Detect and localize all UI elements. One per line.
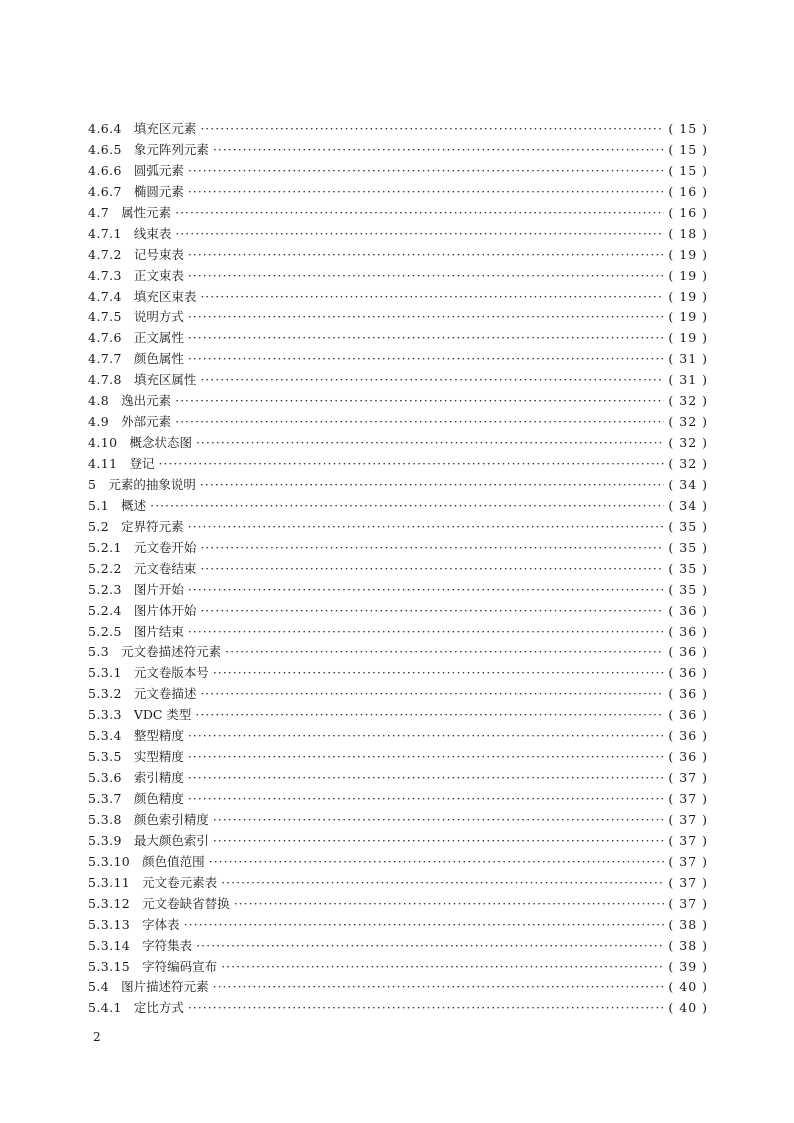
toc-entry — [88, 642, 708, 663]
toc-entry-number: 5.3.9 — [88, 832, 122, 848]
toc-leader-dots — [188, 998, 665, 1019]
toc-entry-page: ( 36 ) — [668, 749, 708, 765]
toc-entry-number: 4.7.8 — [88, 372, 122, 388]
toc-entry-number: 4.7.3 — [88, 267, 122, 283]
toc-leader-dots — [188, 768, 665, 789]
toc-leader-dots — [150, 496, 664, 517]
toc-entry — [88, 580, 708, 601]
toc-leader-dots — [200, 287, 664, 308]
toc-entry-number: 4.6.7 — [88, 183, 122, 199]
toc-entry-number: 5.3.5 — [88, 749, 122, 765]
toc-entry-number: 4.8 — [88, 393, 110, 409]
toc-entry-page: ( 19 ) — [668, 309, 708, 325]
toc-entry-number: 4.7.5 — [88, 309, 122, 325]
toc-entry-number: 5.2 — [88, 518, 110, 534]
toc-entry-number: 5.3.15 — [88, 958, 131, 974]
toc-entry-title: 索引精度 — [133, 770, 184, 786]
toc-entry-page: ( 35 ) — [668, 560, 708, 576]
toc-entry — [88, 245, 708, 266]
toc-entry-number: 5.3.14 — [88, 937, 131, 953]
toc-entry-page: ( 15 ) — [668, 121, 708, 136]
toc-entry — [88, 894, 708, 915]
toc-entry-number: 5.2.3 — [88, 581, 122, 597]
toc-entry-page: ( 15 ) — [668, 141, 708, 157]
toc-leader-dots — [175, 391, 664, 412]
toc-entry-page: ( 38 ) — [668, 916, 708, 932]
toc-leader-dots — [175, 224, 664, 245]
toc-leader-dots — [221, 873, 664, 894]
toc-entry-title: 属性元素 — [121, 204, 172, 220]
toc-entry — [88, 957, 708, 978]
toc-leader-dots — [158, 454, 664, 475]
toc-entry — [88, 789, 708, 810]
toc-entry-number: 4.7.7 — [88, 351, 122, 367]
toc-entry-page: ( 35 ) — [668, 518, 708, 534]
toc-entry-page: ( 32 ) — [668, 414, 708, 430]
toc-entry-page: ( 37 ) — [668, 811, 708, 827]
toc-entry — [88, 182, 708, 203]
toc-entry — [88, 726, 708, 747]
toc-entry — [88, 998, 708, 1019]
toc-entry-number: 4.11 — [88, 456, 118, 471]
toc-entry-title: 元文卷版本号 — [133, 665, 209, 681]
toc-entry-title: 字符编码宣布 — [142, 958, 218, 974]
toc-entry-page: ( 34 ) — [668, 497, 708, 513]
toc-entry-number: 5.3.12 — [88, 895, 131, 911]
toc-entry-number: 5.3.13 — [88, 916, 131, 932]
toc-leader-dots — [188, 622, 665, 643]
toc-entry-title: 字符集表 — [142, 937, 193, 953]
toc-entry-number: 5.2.5 — [88, 623, 122, 639]
toc-entry-title: 图片体开始 — [133, 602, 197, 618]
toc-entry-number: 4.6.5 — [88, 141, 122, 157]
toc-entry-page: ( 35 ) — [668, 581, 708, 597]
toc-entry-number: 5.3.1 — [88, 665, 122, 681]
toc-entry-page: ( 37 ) — [668, 832, 708, 848]
toc-entry-page: ( 36 ) — [668, 665, 708, 681]
toc-entry-number: 5.3.2 — [88, 686, 122, 702]
toc-entry-number: 5.1 — [88, 497, 110, 513]
toc-entry — [88, 517, 708, 538]
toc-entry-title: 元文卷结束 — [133, 560, 197, 576]
toc-entry-page: ( 34 ) — [668, 476, 708, 492]
toc-entry-page: ( 37 ) — [668, 791, 708, 806]
toc-entry-page: ( 36 ) — [668, 686, 708, 702]
toc-entry-number: 5.2.4 — [88, 602, 122, 618]
toc-leader-dots — [188, 245, 665, 266]
toc-entry-title: 说明方式 — [133, 309, 184, 325]
toc-entry-title: 元文卷描述 — [133, 686, 197, 702]
toc-entry-title: 概述 — [121, 497, 147, 513]
toc-entry-number: 5.2.2 — [88, 560, 122, 576]
toc-entry — [88, 203, 708, 224]
toc-entry — [88, 224, 708, 245]
toc-entry — [88, 768, 708, 789]
toc-entry-page: ( 19 ) — [668, 288, 708, 304]
toc-entry-page: ( 40 ) — [668, 979, 708, 995]
toc-entry-title: 填充区束表 — [133, 288, 197, 304]
toc-entry-title: 图片开始 — [133, 581, 184, 597]
toc-leader-dots — [195, 705, 664, 726]
toc-entry-page: ( 19 ) — [668, 246, 708, 262]
toc-entry-page: ( 16 ) — [668, 204, 708, 220]
toc-leader-dots — [200, 601, 664, 622]
toc-entry-number: 5.3.4 — [88, 728, 122, 744]
toc-leader-dots — [213, 977, 665, 998]
toc-entry — [88, 684, 708, 705]
toc-leader-dots — [234, 894, 665, 915]
toc-entry-page: ( 37 ) — [668, 874, 708, 890]
toc-entry-number: 5.3.8 — [88, 811, 122, 827]
toc-entry-title: 概念状态图 — [129, 435, 192, 451]
toc-entry — [88, 601, 708, 622]
toc-leader-dots — [225, 642, 664, 663]
toc-leader-dots — [188, 517, 665, 538]
toc-entry-number: 4.7.2 — [88, 246, 122, 262]
toc-entry — [88, 119, 708, 140]
toc-leader-dots — [188, 182, 665, 203]
toc-entry-page: ( 36 ) — [668, 707, 708, 723]
toc-entry — [88, 622, 708, 643]
toc-entry-number: 4.6.6 — [88, 162, 122, 178]
toc-entry-title: 正文属性 — [133, 330, 184, 346]
toc-leader-dots — [188, 580, 665, 601]
toc-entry-title: VDC 类型 — [133, 707, 192, 723]
page-number: 2 — [93, 1030, 101, 1044]
toc-leader-dots — [209, 852, 665, 873]
toc-leader-dots — [188, 789, 665, 810]
toc-entry-number: 4.6.4 — [88, 121, 122, 136]
toc-entry — [88, 328, 708, 349]
toc-entry-page: ( 35 ) — [668, 539, 708, 555]
toc-entry-title: 填充区属性 — [133, 372, 197, 388]
toc-entry-title: 字体表 — [142, 916, 180, 932]
toc-entry-page: ( 16 ) — [668, 183, 708, 199]
toc-entry — [88, 412, 708, 433]
toc-entry-page: ( 31 ) — [668, 351, 708, 367]
toc-leader-dots — [200, 119, 664, 140]
toc-entry-title: 元文卷描述符元素 — [121, 644, 222, 660]
toc-leader-dots — [200, 538, 664, 559]
toc-leader-dots — [200, 475, 665, 496]
toc-entry — [88, 475, 708, 496]
toc-entry-title: 元素的抽象说明 — [108, 476, 196, 492]
toc-entry — [88, 140, 708, 161]
toc-entry-page: ( 32 ) — [668, 435, 708, 451]
toc-entry — [88, 307, 708, 328]
toc-leader-dots — [200, 370, 664, 391]
toc-entry — [88, 936, 708, 957]
toc-entry — [88, 559, 708, 580]
toc-entry-number: 5.4.1 — [88, 1000, 122, 1016]
toc-leader-dots — [213, 831, 665, 852]
toc-leader-dots — [184, 915, 665, 936]
toc-entry-title: 颜色属性 — [133, 351, 184, 367]
toc-leader-dots — [200, 559, 664, 580]
toc-entry-title: 整型精度 — [133, 728, 184, 744]
toc-entry-title: 图片结束 — [133, 623, 184, 639]
toc-leader-dots — [188, 747, 665, 768]
toc-entry-number: 4.7.4 — [88, 288, 122, 304]
toc-entry — [88, 349, 708, 370]
toc-entry-page: ( 18 ) — [668, 225, 708, 241]
toc-leader-dots — [213, 663, 665, 684]
toc-leader-dots — [188, 328, 665, 349]
toc-entry-page: ( 19 ) — [668, 267, 708, 283]
toc-entry-title: 逸出元素 — [121, 393, 172, 409]
toc-entry-number: 5.3 — [88, 644, 110, 660]
toc-entry-title: 象元阵列元素 — [133, 141, 209, 157]
toc-entry-title: 圆弧元素 — [133, 162, 184, 178]
toc-entry — [88, 747, 708, 768]
table-of-contents — [88, 119, 708, 1019]
toc-entry-title: 登记 — [129, 456, 155, 471]
toc-entry-number: 4.7.1 — [88, 225, 122, 241]
toc-entry — [88, 663, 708, 684]
toc-entry — [88, 915, 708, 936]
toc-entry — [88, 538, 708, 559]
toc-entry-page: ( 37 ) — [668, 853, 708, 869]
toc-leader-dots — [213, 810, 665, 831]
toc-entry — [88, 433, 708, 454]
toc-entry-title: 元文卷开始 — [133, 539, 197, 555]
toc-entry — [88, 705, 708, 726]
toc-entry-page: ( 31 ) — [668, 372, 708, 388]
toc-entry-number: 5 — [88, 476, 97, 492]
toc-entry-title: 实型精度 — [133, 749, 184, 765]
toc-entry-number: 5.3.7 — [88, 791, 122, 806]
toc-entry-page: ( 19 ) — [668, 330, 708, 346]
toc-entry-title: 颜色精度 — [133, 791, 184, 806]
toc-entry-page: ( 40 ) — [668, 1000, 708, 1016]
toc-entry-title: 填充区元素 — [133, 121, 197, 136]
toc-entry — [88, 852, 708, 873]
toc-entry-number: 4.10 — [88, 435, 118, 451]
toc-leader-dots — [175, 203, 664, 224]
toc-entry-title: 颜色值范围 — [142, 853, 205, 869]
toc-entry-page: ( 37 ) — [668, 770, 708, 786]
toc-entry — [88, 831, 708, 852]
toc-leader-dots — [221, 957, 664, 978]
toc-entry-page: ( 32 ) — [668, 393, 708, 409]
toc-leader-dots — [213, 140, 665, 161]
toc-entry — [88, 454, 708, 475]
toc-entry-title: 记号束表 — [133, 246, 184, 262]
toc-entry-number: 5.3.11 — [88, 874, 131, 890]
toc-entry-page: ( 37 ) — [668, 895, 708, 911]
toc-entry-number: 5.4 — [88, 979, 110, 995]
toc-entry — [88, 810, 708, 831]
toc-entry-page: ( 15 ) — [668, 162, 708, 178]
toc-entry-title: 图片描述符元素 — [121, 979, 209, 995]
toc-entry-title: 最大颜色索引 — [133, 832, 209, 848]
toc-entry-number: 4.9 — [88, 414, 110, 430]
toc-entry-number: 5.3.6 — [88, 770, 122, 786]
toc-entry — [88, 287, 708, 308]
toc-entry — [88, 391, 708, 412]
toc-leader-dots — [196, 936, 664, 957]
toc-leader-dots — [188, 307, 665, 328]
toc-entry — [88, 370, 708, 391]
toc-entry-number: 5.3.3 — [88, 707, 122, 723]
toc-entry-page: ( 36 ) — [668, 623, 708, 639]
toc-entry-number: 4.7.6 — [88, 330, 122, 346]
toc-entry-title: 元文卷缺省替换 — [142, 895, 230, 911]
toc-leader-dots — [188, 349, 665, 370]
toc-leader-dots — [188, 266, 665, 287]
toc-entry-number: 5.3.10 — [88, 853, 131, 869]
toc-entry-title: 颜色索引精度 — [133, 811, 209, 827]
toc-entry-page: ( 36 ) — [668, 728, 708, 744]
toc-leader-dots — [196, 433, 664, 454]
toc-leader-dots — [188, 161, 665, 182]
toc-entry-page: ( 36 ) — [668, 644, 708, 660]
toc-entry-number: 5.2.1 — [88, 539, 122, 555]
toc-entry-page: ( 36 ) — [668, 602, 708, 618]
toc-entry — [88, 977, 708, 998]
toc-entry — [88, 496, 708, 517]
toc-entry-title: 正文束表 — [133, 267, 184, 283]
toc-entry-page: ( 38 ) — [668, 937, 708, 953]
toc-entry — [88, 161, 708, 182]
toc-entry-page: ( 39 ) — [668, 958, 708, 974]
toc-entry-title: 定界符元素 — [121, 518, 184, 534]
toc-entry-number: 4.7 — [88, 204, 110, 220]
toc-entry-title: 外部元素 — [121, 414, 172, 430]
toc-entry-title: 椭圆元素 — [133, 183, 184, 199]
toc-leader-dots — [188, 726, 665, 747]
toc-entry-title: 元文卷元素表 — [142, 874, 218, 890]
toc-entry — [88, 873, 708, 894]
toc-leader-dots — [200, 684, 664, 705]
toc-entry-page: ( 32 ) — [668, 456, 708, 471]
toc-entry — [88, 266, 708, 287]
toc-entry-title: 线束表 — [133, 225, 172, 241]
toc-entry-title: 定比方式 — [133, 1000, 184, 1016]
toc-leader-dots — [175, 412, 664, 433]
